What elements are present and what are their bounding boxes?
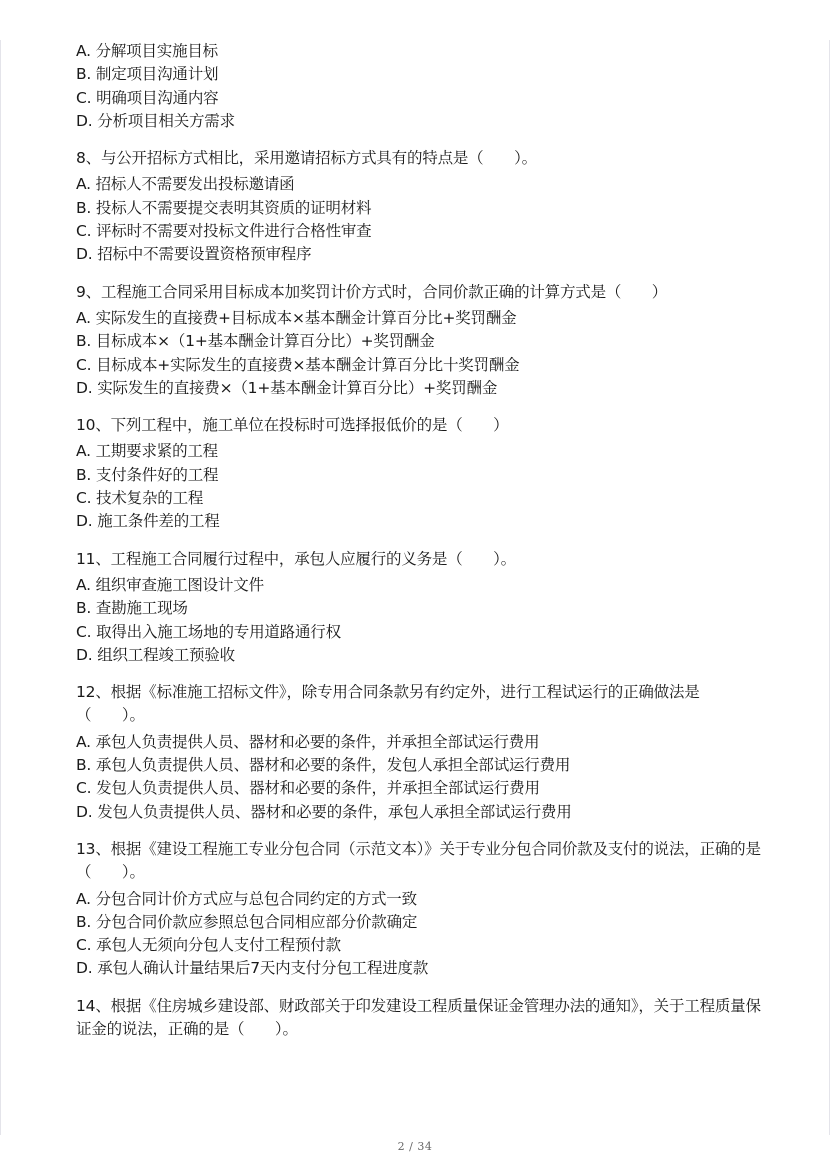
option-d: D. 招标中不需要设置资格预审程序 [76, 245, 312, 264]
options-list [76, 731, 766, 824]
option-c: C. 承包人无须向分包人支付工程预付款 [76, 936, 341, 955]
option-a: A. 组织审查施工图设计文件 [76, 575, 264, 594]
option-d: D. 组织工程竣工预验收 [76, 645, 235, 664]
question-stem: 12、根据《标准施工招标文件》，除专用合同条款另有约定外，进行工程试运行的正确做法是（ ）。 [76, 683, 700, 725]
options-list [76, 440, 766, 533]
question-7-continued [76, 40, 766, 133]
question-12 [76, 681, 766, 824]
option-b: B. 承包人负责提供人员、器材和必要的条件，发包人承担全部试运行费用 [76, 756, 571, 775]
option-a: A. 分解项目实施目标 [76, 42, 218, 60]
options-list [76, 40, 766, 133]
option-b: B. 目标成本×（1+基本酬金计算百分比）+奖罚酬金 [76, 332, 435, 351]
option-a: A. 实际发生的直接费+目标成本×基本酬金计算百分比+奖罚酬金 [76, 308, 517, 327]
question-13 [76, 838, 766, 981]
page-indicator: 2 / 34 [397, 1140, 433, 1153]
option-c: C. 取得出入施工场地的专用道路通行权 [76, 622, 341, 641]
question-stem: 11、工程施工合同履行过程中，承包人应履行的义务是（ ）。 [76, 549, 516, 568]
option-b: B. 制定项目沟通计划 [76, 65, 219, 84]
option-d: D. 发包人负责提供人员、器材和必要的条件，承包人承担全部试运行费用 [76, 802, 572, 821]
option-d: D. 分析项目相关方需求 [76, 111, 235, 130]
option-c: C. 评标时不需要对投标文件进行合格性审查 [76, 222, 372, 241]
option-c: C. 技术复杂的工程 [76, 489, 204, 508]
question-11 [76, 548, 766, 667]
question-stem: 8、与公开招标方式相比，采用邀请招标方式具有的特点是（ ）。 [76, 149, 537, 168]
option-a: A. 分包合同计价方式应与总包合同约定的方式一致 [76, 889, 417, 908]
question-stem: 13、根据《建设工程施工专业分包合同（示范文本）》关于专业分包合同价款及支付的说法，正确的是（ ）。 [76, 839, 761, 882]
options-list [76, 307, 766, 400]
option-a: A. 招标人不需要发出投标邀请函 [76, 175, 295, 194]
options-list [76, 173, 766, 266]
option-c: C. 发包人负责提供人员、器材和必要的条件，并承担全部试运行费用 [76, 779, 540, 798]
question-14 [76, 995, 766, 1042]
option-d: D. 承包人确认计量结果后7天内支付分包工程进度款 [76, 959, 429, 978]
option-b: B. 查勘施工现场 [76, 599, 188, 618]
page-content [76, 40, 766, 1049]
option-a: A. 工期要求紧的工程 [76, 442, 218, 461]
option-d: D. 实际发生的直接费×（1+基本酬金计算百分比）+奖罚酬金 [76, 378, 498, 397]
question-9 [76, 281, 766, 400]
option-c: C. 明确项目沟通内容 [76, 88, 219, 107]
document-page [0, 40, 830, 1135]
options-list [76, 888, 766, 981]
question-10 [76, 414, 766, 533]
question-8 [76, 147, 766, 266]
option-d: D. 施工条件差的工程 [76, 512, 220, 531]
option-c: C. 目标成本+实际发生的直接费×基本酬金计算百分比十奖罚酬金 [76, 355, 520, 374]
question-stem: 14、根据《住房城乡建设部、财政部关于印发建设工程质量保证金管理办法的通知》，关于工程质量保证金的说法，正确的是（ ）。 [76, 996, 761, 1038]
option-a: A. 承包人负责提供人员、器材和必要的条件，并承担全部试运行费用 [76, 732, 540, 751]
options-list [76, 574, 766, 667]
option-b: B. 支付条件好的工程 [76, 465, 219, 484]
question-stem: 9、工程施工合同采用目标成本加奖罚计价方式时，合同价款正确的计算方式是（ ） [76, 282, 668, 301]
option-b: B. 分包合同价款应参照总包合同相应部分价款确定 [76, 912, 418, 931]
option-b: B. 投标人不需要提交表明其资质的证明材料 [76, 198, 372, 217]
question-stem: 10、下列工程中，施工单位在投标时可选择报低价的是（ ） [76, 416, 509, 435]
